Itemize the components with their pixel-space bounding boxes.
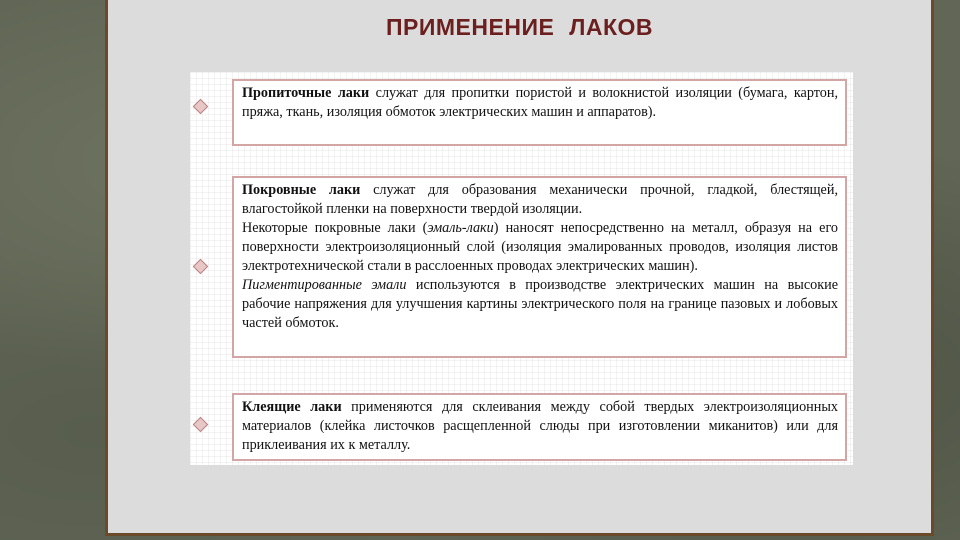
term-description: служат для пропитки пористой и волокнистой изоляции (бумага, картон, пряжа, ткань, изоляция обмоток электрических машин и аппаратов). <box>242 85 838 120</box>
term-description: применяются для склеивания между собой твердых электроизоляционных материалов (клейка листочков расщепленной слюды при изготовлении миканитов) или для приклеивания их к металлу. <box>242 399 838 453</box>
paragraph-text: ) наносят непосредственно на металл, образуя на его поверхности электроизоляционный слой (изоляция эмалированных проводов, изоляция листов электротехнической стали в расслоенных проводах электрических машин). <box>242 220 838 274</box>
italic-term: эмаль-лаки <box>427 220 494 236</box>
italic-term: Пигментированные эмали <box>242 277 407 293</box>
card-coating-varnishes <box>232 176 847 358</box>
page-title: ПРИМЕНЕНИЕ ЛАКОВ <box>385 14 653 40</box>
paragraph-lead: Некоторые покровные лаки ( <box>242 220 428 236</box>
term-label: Покровные лаки <box>242 182 361 198</box>
card-paragraph <box>242 219 838 276</box>
term-label: Клеящие лаки <box>242 399 342 415</box>
card-paragraph <box>242 276 838 333</box>
card-paragraph <box>242 181 838 219</box>
card-paragraph <box>242 398 838 455</box>
paragraph-text: используются в производстве электрических машин на высокие рабочие напряжения для улучшения картины электрического поля на границе пазовых и лобовых частей обмоток. <box>242 277 838 331</box>
term-label: Пропиточные лаки <box>242 85 370 101</box>
card-impregnating-varnishes <box>232 79 847 146</box>
card-paragraph <box>242 84 838 122</box>
term-description: служат для образования механически прочной, гладкой, блестящей, влагостойкой пленки на поверхности твердой изоляции. <box>242 182 838 217</box>
card-adhesive-varnishes <box>232 393 847 461</box>
